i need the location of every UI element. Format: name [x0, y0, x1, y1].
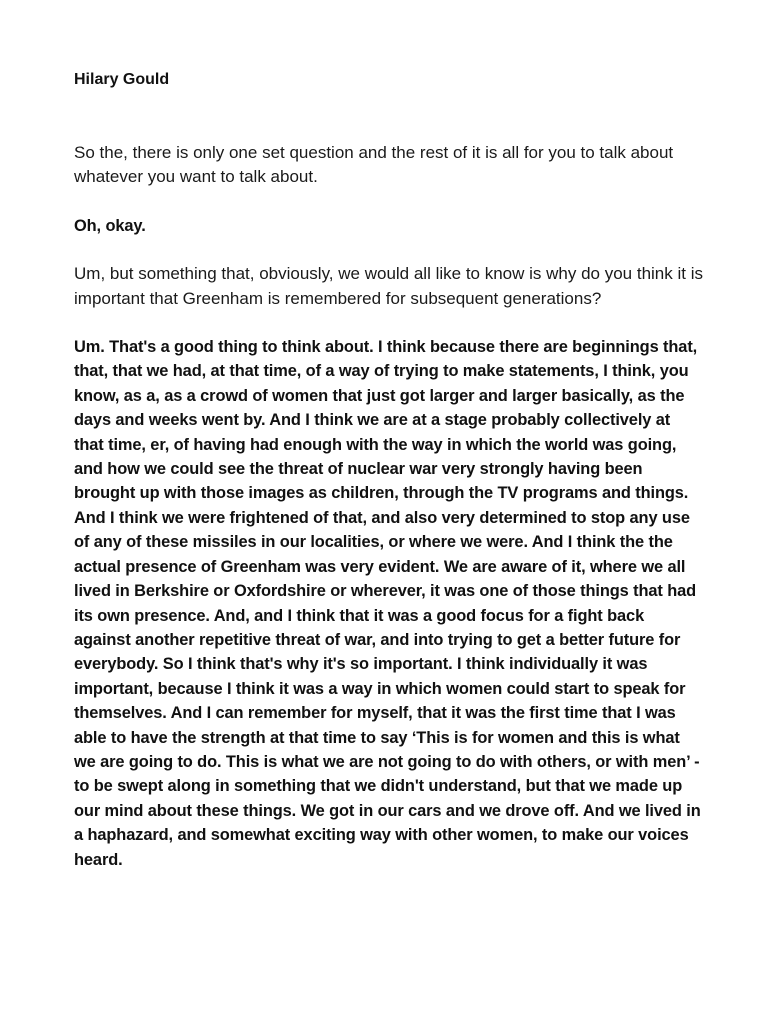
narrator-answer-2: Um. That's a good thing to think about. I think because there are beginnings that, that, that we had, at that time, of a way of trying to make statements, I think, you know, as a, as a crowd of women that just got larger and larger basically, as the days and weeks went by. And I think we are at a stage probably collectively at that time, er, of having had enough with the way in which the world was going, and how we could see the threat of nuclear war very strongly having been brought up with those images as children, through the TV programs and things. And I think we were frightened of that, and also very determined to stop any use of any of these missiles in our localities, or where we were. And I think the the actual presence of Greenham was very evident. We are aware of it, where we all lived in Berkshire or Oxfordshire or wherever, it was one of those things that had its own presence. And, and I think that it was a good focus for a fight back against another repetitive threat of war, and into trying to get a better future for everybody. So I think that's why it's so important. I think individually it was important, because I think it was a way in which women could start to speak for themselves. And I can remember for myself, that it was the first time that I was able to have the strength at that time to say ‘This is for women and this is what we are going to do. This is what we are not going to do with others, or with men’ - to be swept along in something that we didn't understand, but that we made up our mind about these things. We got in our cars and we drove off. And we lived in a haphazard, and somewhat exciting way with other women, to make our voices heard. [74, 338, 701, 869]
interviewer-question-1: So the, there is only one set question and the rest of it is all for you to talk about whatever you want to talk about. [74, 143, 674, 187]
transcript-page [74, 68, 704, 872]
speaker-name: Hilary Gould [74, 71, 170, 88]
interviewer-question-2: Um, but something that, obviously, we would all like to know is why do you think it is important that Greenham is remembered for subsequent generations? [74, 264, 703, 308]
narrator-answer-1: Oh, okay. [74, 216, 146, 235]
